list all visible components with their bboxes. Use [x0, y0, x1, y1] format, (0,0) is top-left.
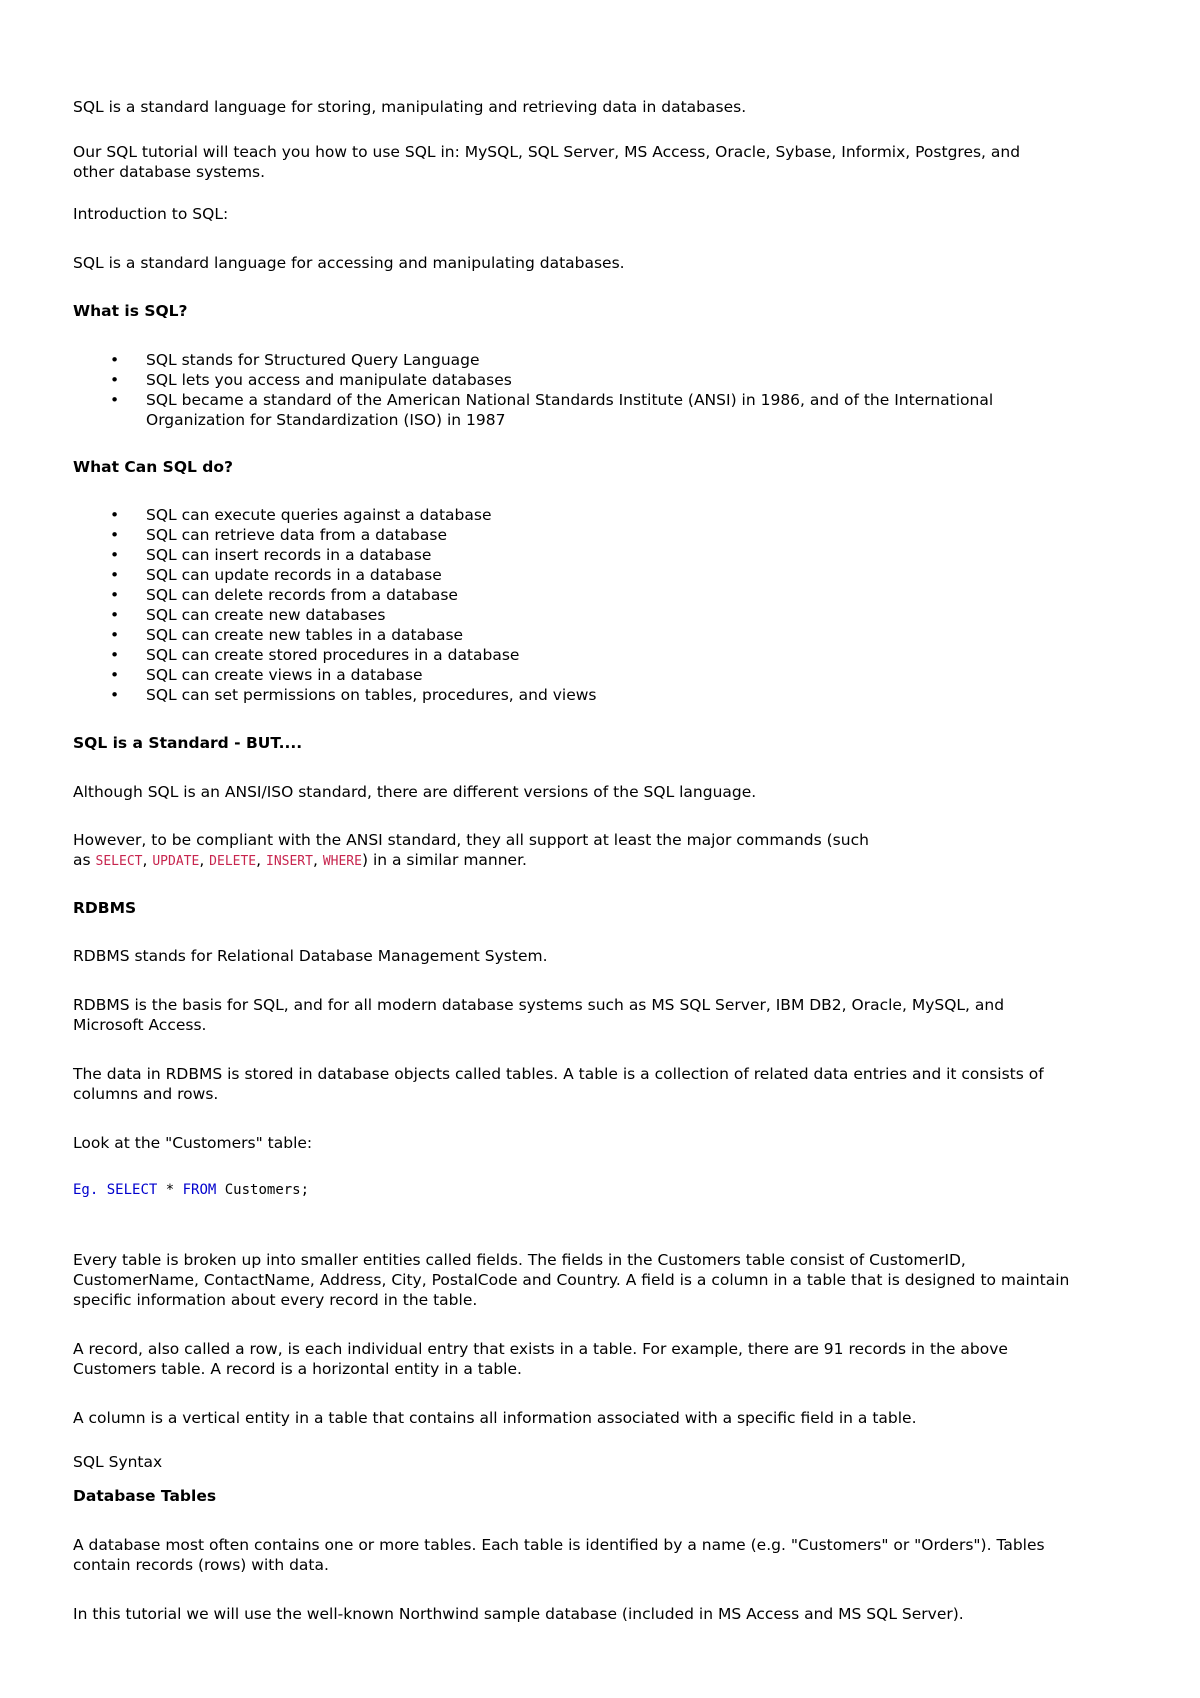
command-insert: INSERT: [266, 854, 313, 869]
bullet-icon: •: [110, 666, 120, 684]
what-can-sql-do-heading: What Can SQL do?: [73, 458, 234, 476]
code-eg-label: Eg.: [73, 1182, 99, 1198]
bullet-icon: •: [110, 506, 120, 524]
list-item: • SQL can create views in a database: [110, 666, 423, 684]
code-table-name: Customers;: [216, 1182, 310, 1198]
however-paragraph: [73, 830, 1133, 872]
tutorial-line-2: other database systems.: [73, 163, 266, 181]
database-tables-heading: Database Tables: [73, 1487, 217, 1505]
code-example: Eg. SELECT * FROM Customers;: [73, 1182, 310, 1198]
bullet-icon: •: [110, 526, 120, 544]
list-item: • SQL became a standard of the American National Standards Institute (ANSI) in 1986, and of the International Organization for Standardization (ISO) in 1987: [110, 391, 994, 429]
fields-paragraph: Every table is broken up into smaller entities called fields. The fields in the Customers table consist of CustomerID, CustomerName, ContactName, Address, City, PostalCode and Country. A field is a column in a table that is designed to maintain specific information about every record in the table.: [73, 1251, 1070, 1309]
list-item: • SQL lets you access and manipulate databases: [110, 371, 512, 389]
bullet-icon: •: [110, 686, 120, 704]
list-item: • SQL stands for Structured Query Language: [110, 351, 480, 369]
tutorial-paragraph: [73, 142, 1133, 182]
bullet-icon: •: [110, 586, 120, 604]
northwind-paragraph: In this tutorial we will use the well-known Northwind sample database (included in MS Access and MS SQL Server).: [73, 1605, 964, 1623]
what-is-sql-heading: What is SQL?: [73, 302, 188, 320]
list-item: • SQL can insert records in a database: [110, 546, 432, 564]
command-where: WHERE: [322, 854, 362, 869]
code-keyword-from: FROM: [182, 1182, 217, 1198]
list-item: • SQL can set permissions on tables, procedures, and views: [110, 686, 597, 704]
bullet-icon: •: [110, 646, 120, 664]
list-item: • SQL can create new databases: [110, 606, 386, 624]
column-paragraph: A column is a vertical entity in a table that contains all information associated with a specific field in a table.: [73, 1409, 917, 1427]
what-can-sql-do-list: [73, 505, 1133, 705]
bullet-icon: •: [110, 606, 120, 624]
command-select: SELECT: [95, 854, 143, 869]
intro-heading: Introduction to SQL:: [73, 205, 229, 223]
database-tables-paragraph: A database most often contains one or more tables. Each table is identified by a name (e.g. "Customers" or "Orders"). Tables contain records (rows) with data.: [73, 1536, 1045, 1574]
list-item: • SQL can retrieve data from a database: [110, 526, 447, 544]
however-line-1: However, to be compliant with the ANSI standard, they all support at least the major commands (such: [73, 831, 869, 849]
list-item: • SQL can delete records from a database: [110, 586, 458, 604]
however-line-2: as SELECT, UPDATE, DELETE, INSERT, WHERE) in a similar manner.: [73, 851, 527, 869]
code-keyword-select: SELECT: [106, 1182, 158, 1198]
bullet-icon: •: [110, 546, 120, 564]
list-item: • SQL can create new tables in a database: [110, 626, 464, 644]
list-item: • SQL can create stored procedures in a database: [110, 646, 520, 664]
rdbms-paragraph-1: RDBMS stands for Relational Database Management System.: [73, 947, 548, 965]
rdbms-paragraph-2: RDBMS is the basis for SQL, and for all modern database systems such as MS SQL Server, IBM DB2, Oracle, MySQL, and Microsoft Access.: [73, 996, 1005, 1034]
tutorial-line-1: Our SQL tutorial will teach you how to use SQL in: MySQL, SQL Server, MS Access, Oracle, Sybase, Informix, Postgres, and: [73, 143, 1021, 161]
look-paragraph: Look at the "Customers" table:: [73, 1134, 313, 1152]
command-update: UPDATE: [152, 854, 200, 869]
bullet-icon: •: [110, 371, 120, 389]
list-item: • SQL can execute queries against a database: [110, 506, 492, 524]
sql-syntax-label: SQL Syntax: [73, 1453, 163, 1471]
sql-standard-heading: SQL is a Standard - BUT....: [73, 734, 303, 752]
what-is-sql-list: [73, 350, 1133, 430]
rdbms-heading: RDBMS: [73, 899, 137, 917]
intro-paragraph: SQL is a standard language for storing, manipulating and retrieving data in databases.: [73, 98, 747, 116]
list-item: • SQL can update records in a database: [110, 566, 442, 584]
bullet-icon: •: [110, 391, 120, 409]
record-paragraph: A record, also called a row, is each individual entry that exists in a table. For example, there are 91 records in the above Customers table. A record is a horizontal entity in a table.: [73, 1340, 1008, 1378]
definition-paragraph: SQL is a standard language for accessing and manipulating databases.: [73, 254, 625, 272]
bullet-icon: •: [110, 566, 120, 584]
although-paragraph: Although SQL is an ANSI/ISO standard, there are different versions of the SQL language.: [73, 783, 757, 801]
bullet-icon: •: [110, 626, 120, 644]
command-delete: DELETE: [209, 854, 257, 869]
bullet-icon: •: [110, 351, 120, 369]
rdbms-paragraph-3: The data in RDBMS is stored in database objects called tables. A table is a collection of related data entries and it consists of columns and rows.: [73, 1065, 1044, 1103]
